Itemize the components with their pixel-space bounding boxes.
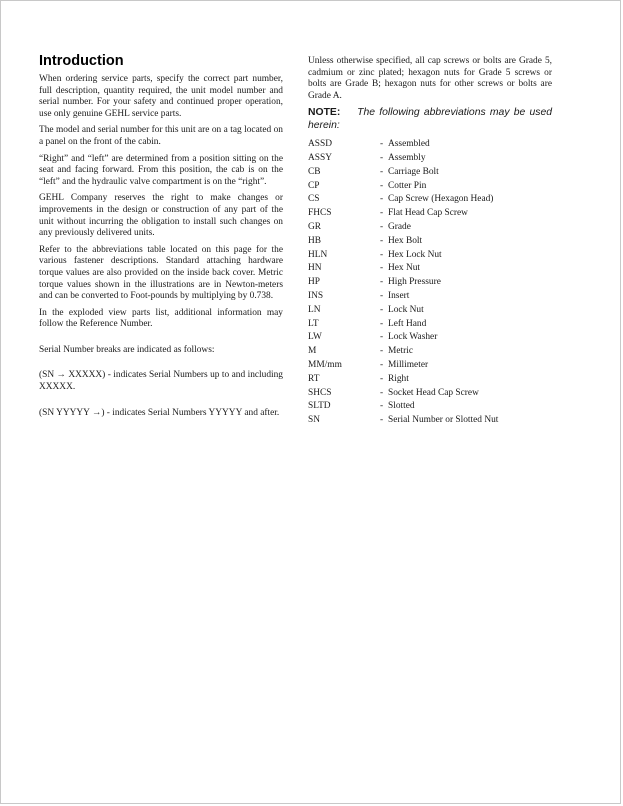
abbreviation-meaning: Hex Nut [388,263,421,274]
abbreviation-row [308,166,498,180]
abbreviation-code: M [308,346,317,357]
abbreviation-separator: - [380,304,384,315]
abbreviation-code: CB [308,166,321,177]
serial-up-to-paragraph: (SN → XXXXX) - indicates Serial Numbers up to and including XXXXX. [39,370,283,393]
abbreviation-row [308,414,498,428]
abbreviation-separator: - [380,401,384,412]
abbreviation-code: HB [308,235,322,246]
abbreviation-meaning: Cap Screw (Hexagon Head) [388,194,494,205]
abbreviation-meaning: Millimeter [388,359,429,370]
fastener-grade-paragraph: Unless otherwise specified, all cap screws or bolts are Grade 5, cadmium or zinc plated; hexagon nuts for Grade 5 screws or bolts are Grade B; hexagon nuts for other screws or bolts are Grade A. [308,56,552,101]
abbreviation-meaning: Lock Nut [388,304,424,315]
abbreviation-separator: - [380,415,384,426]
abbreviation-meaning: Grade [388,221,411,232]
abbreviation-meaning: Slotted [388,401,415,412]
abbreviation-separator: - [380,152,384,163]
abbreviation-row [308,387,498,401]
abbreviation-meaning: Hex Bolt [388,235,423,246]
abbreviation-code: SLTD [308,401,331,412]
abbreviation-separator: - [380,373,384,384]
abbreviation-row [308,359,498,373]
abbreviation-code: LT [308,318,319,329]
abbreviation-meaning: Serial Number or Slotted Nut [388,415,499,426]
abbreviation-separator: - [380,139,384,150]
abbreviation-meaning: Left Hand [388,318,427,329]
abbreviation-code: ASSD [308,139,332,150]
abbreviation-separator: - [380,263,384,274]
abbreviation-row [308,221,498,235]
abbreviation-row [308,331,498,345]
abbreviation-meaning: Hex Lock Nut [388,249,442,260]
abbreviation-code: FHCS [308,208,332,219]
abbreviation-code: INS [308,290,324,301]
ordering-parts-paragraph: When ordering service parts, specify the correct part number, full description, quantity required, the unit model number and serial number. For your safety and continued proper operation, use only genuine GEHL service parts. [39,74,283,119]
abbreviation-code: HLN [308,249,328,260]
abbreviation-separator: - [380,387,384,398]
abbreviation-row [308,345,498,359]
abbreviation-meaning: Insert [388,290,410,301]
abbreviation-code: MM/mm [308,359,342,370]
abbreviation-separator: - [380,277,384,288]
note-label: NOTE: [308,107,341,119]
abbreviation-meaning: Carriage Bolt [388,166,439,177]
abbreviation-code: RT [308,373,320,384]
abbreviation-meaning: Metric [388,346,413,357]
abbreviation-separator: - [380,332,384,343]
torque-values-paragraph: Refer to the abbreviations table located on this page for the various fastener descriptions. Standard attaching hardware torque values are also provided on the inside back cover. Metric torque values shown in the illustrations are in Newton-meters and can be converted to Foot-pounds by multiplying by 0.738. [39,244,283,302]
abbreviation-separator: - [380,235,384,246]
abbreviation-separator: - [380,249,384,260]
abbreviation-code: CS [308,194,320,205]
abbreviation-code: LN [308,304,321,315]
abbreviation-row [308,180,498,194]
abbreviation-meaning: Assembly [388,152,426,163]
abbreviations-note [308,107,552,132]
left-column [39,53,283,424]
serial-tag-paragraph: The model and serial number for this unit are on a tag located on a panel on the front of the cabin. [39,125,283,147]
exploded-view-paragraph: In the exploded view parts list, additional information may follow the Reference Number. [39,307,283,330]
abbreviation-meaning: Socket Head Cap Screw [388,387,479,398]
abbreviation-meaning: High Pressure [388,277,441,288]
abbreviation-row [308,318,498,332]
abbreviations-table [308,138,498,428]
abbreviation-row [308,138,498,152]
abbreviation-separator: - [380,346,384,357]
abbreviation-separator: - [380,359,384,370]
abbreviation-code: HP [308,277,320,288]
abbreviation-row [308,235,498,249]
abbreviation-row [308,400,498,414]
abbreviation-meaning: Assembled [388,139,430,150]
abbreviation-row [308,152,498,166]
serial-after-paragraph: (SN YYYYY →) - indicates Serial Numbers YYYYY and after. [39,407,280,418]
abbreviation-meaning: Flat Head Cap Screw [388,208,468,219]
abbreviation-row [308,373,498,387]
abbreviation-row [308,262,498,276]
abbreviation-code: CP [308,180,320,191]
abbreviation-row [308,276,498,290]
right-left-paragraph: “Right” and “left” are determined from a position sitting on the seat and facing forward. From this position, the cab is on the “left” and the hydraulic valve compartment is on the “right”. [39,153,283,187]
abbreviation-separator: - [380,290,384,301]
abbreviation-row [308,290,498,304]
abbreviation-meaning: Lock Washer [388,332,438,343]
abbreviation-code: ASSY [308,152,332,163]
abbreviation-code: SN [308,415,320,426]
abbreviation-code: SHCS [308,387,332,398]
abbreviation-code: GR [308,221,322,232]
abbreviation-row [308,304,498,318]
introduction-heading: Introduction [39,53,124,69]
abbreviation-separator: - [380,194,384,205]
abbreviation-meaning: Cotter Pin [388,180,427,191]
abbreviation-separator: - [380,180,384,191]
design-changes-paragraph: GEHL Company reserves the right to make changes or improvements in the design or construction of any part of the unit without incurring the obligation to install such changes on any previously delivered units. [39,193,283,239]
abbreviation-row [308,249,498,263]
abbreviation-row [308,207,498,221]
abbreviation-row [308,193,498,207]
note-text: The following abbreviations may be used herein: [308,107,552,131]
abbreviation-separator: - [380,318,384,329]
right-column [308,56,552,428]
abbreviation-separator: - [380,221,384,232]
abbreviation-code: HN [308,263,322,274]
abbreviation-separator: - [380,166,384,177]
abbreviation-meaning: Right [388,373,409,384]
abbreviation-code: LW [308,332,322,343]
abbreviation-separator: - [380,208,384,219]
serial-breaks-intro: Serial Number breaks are indicated as follows: [39,344,215,355]
